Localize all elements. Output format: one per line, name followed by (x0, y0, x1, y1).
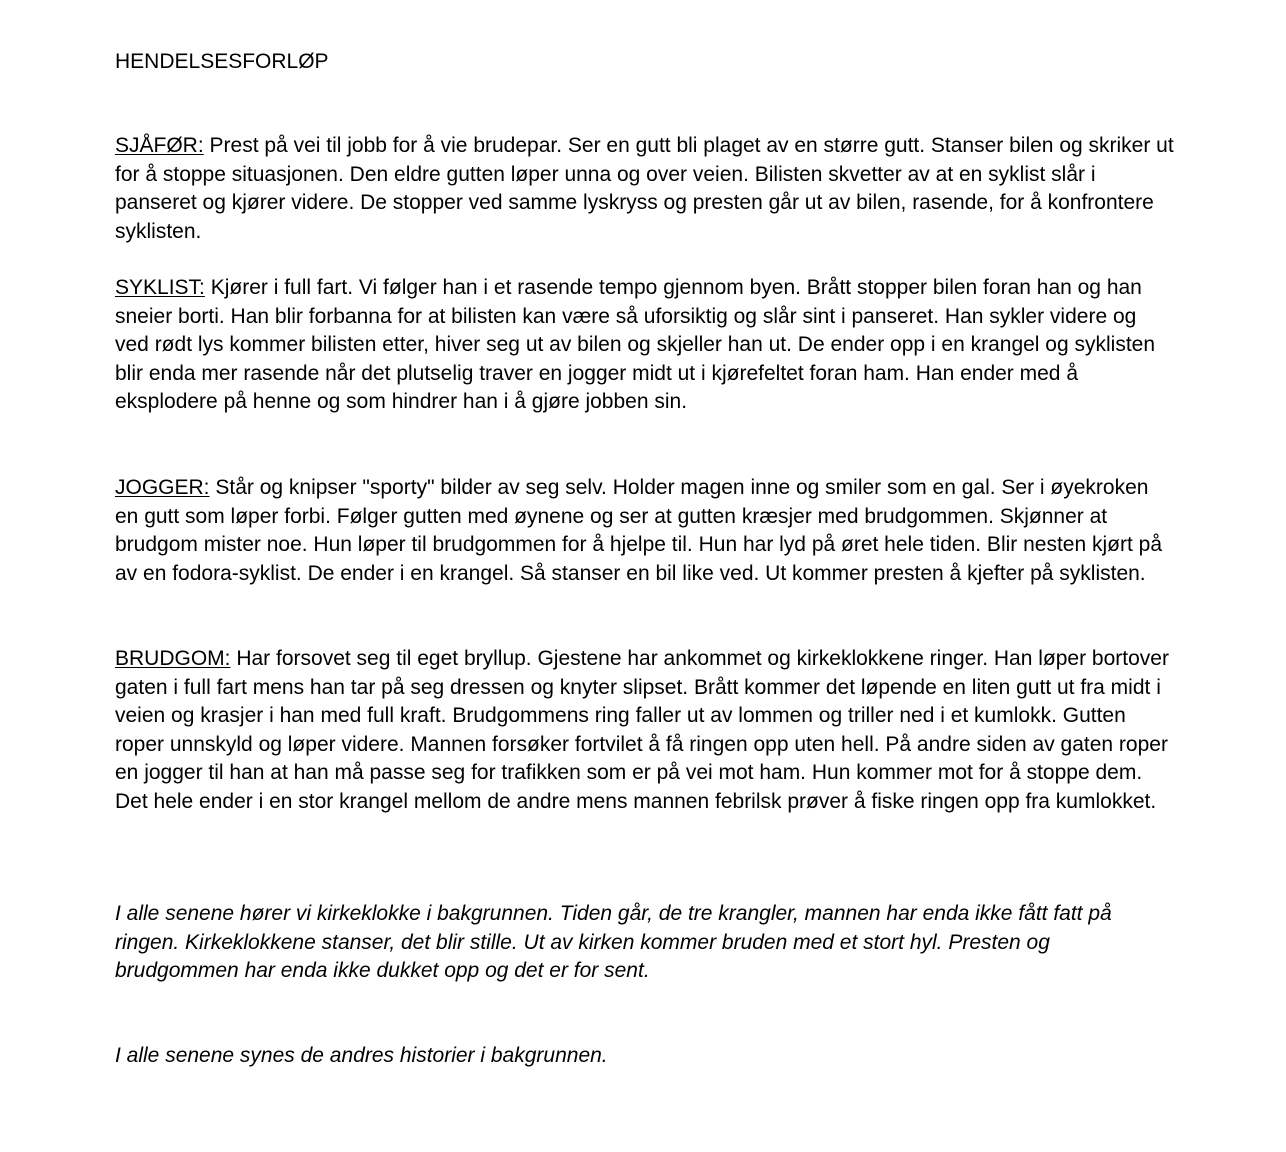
section-text: Har forsovet seg til eget bryllup. Gjestene har ankommet og kirkeklokkene ringer. Han løper bortover gaten i full fart mens han tar på seg dressen og knyter slipset. Brått kommer det løpende en liten gutt ut fra midt i veien og krasjer i han med full kraft. Brudgommens ring faller ut av lommen og triller ned i et kumlokk. Gutten roper unnskyld og løper videre. Mannen forsøker fortvilet å få ringen opp uten hell. På andre siden av gaten roper en jogger til han at han må passe seg for trafikken som er på vei mot ham. Hun kommer mot for å stoppe dem. Det hele ender i en stor krangel mellom de andre mens mannen febrilsk prøver å fiske ringen opp fra kumlokket. (115, 647, 1169, 813)
section-jogger (115, 474, 1175, 588)
section-label: SJÅFØR: (115, 134, 204, 157)
section-sjafor (115, 132, 1175, 246)
section-label: BRUDGOM: (115, 647, 231, 670)
section-label: JOGGER: (115, 476, 210, 499)
section-syklist (115, 274, 1175, 417)
document-title: HENDELSESFORLØP (115, 50, 329, 73)
section-text: Står og knipser "sporty" bilder av seg selv. Holder magen inne og smiler som en gal. Ser i øyekroken en gutt som løper forbi. Følger gutten med øynene og ser at gutten kræsjer med brudgommen. Skjønner at brudgom mister noe. Hun løper til brudgommen for å hjelpe til. Hun har lyd på øret hele tiden. Blir nesten kjørt på av en fodora-syklist. De ender i en krangel. Så stanser en bil like ved. Ut kommer presten å kjefter på syklisten. (115, 476, 1162, 585)
section-brudgom (115, 645, 1175, 817)
section-text: Kjører i full fart. Vi følger han i et rasende tempo gjennom byen. Brått stopper bilen foran han og han sneier borti. Han blir forbanna for at bilisten kan være så uforsiktig og slår sint i panseret. Han sykler videre og ved rødt lys kommer bilisten etter, hiver seg ut av bilen og skjeller han ut. De ender opp i en krangel og syklisten blir enda mer rasende når det plutselig traver en jogger midt ut i kjørefeltet foran ham. Han ender med å eksplodere på henne og som hindrer han i å gjøre jobben sin. (115, 276, 1156, 414)
section-label: SYKLIST: (115, 276, 205, 299)
section-text: Prest på vei til jobb for å vie brudepar. Ser en gutt bli plaget av en større gutt. Stanser bilen og skriker ut for å stoppe situasjonen. Den eldre gutten løper unna og over veien. Bilisten skvetter av at en syklist slår i panseret og kjører videre. De stopper ved samme lyskryss og presten går ut av bilen, rasende, for å konfrontere syklisten. (115, 134, 1174, 243)
closing-note: I alle senene synes de andres historier i bakgrunnen. (115, 1044, 608, 1067)
closing-note: I alle senene hører vi kirkeklokke i bakgrunnen. Tiden går, de tre krangler, mannen har enda ikke fått fatt på ringen. Kirkeklokkene stanser, det blir stille. Ut av kirken kommer bruden med et stort hyl. Presten og brudgommen har enda ikke dukket opp og det er for sent. (115, 902, 1112, 983)
